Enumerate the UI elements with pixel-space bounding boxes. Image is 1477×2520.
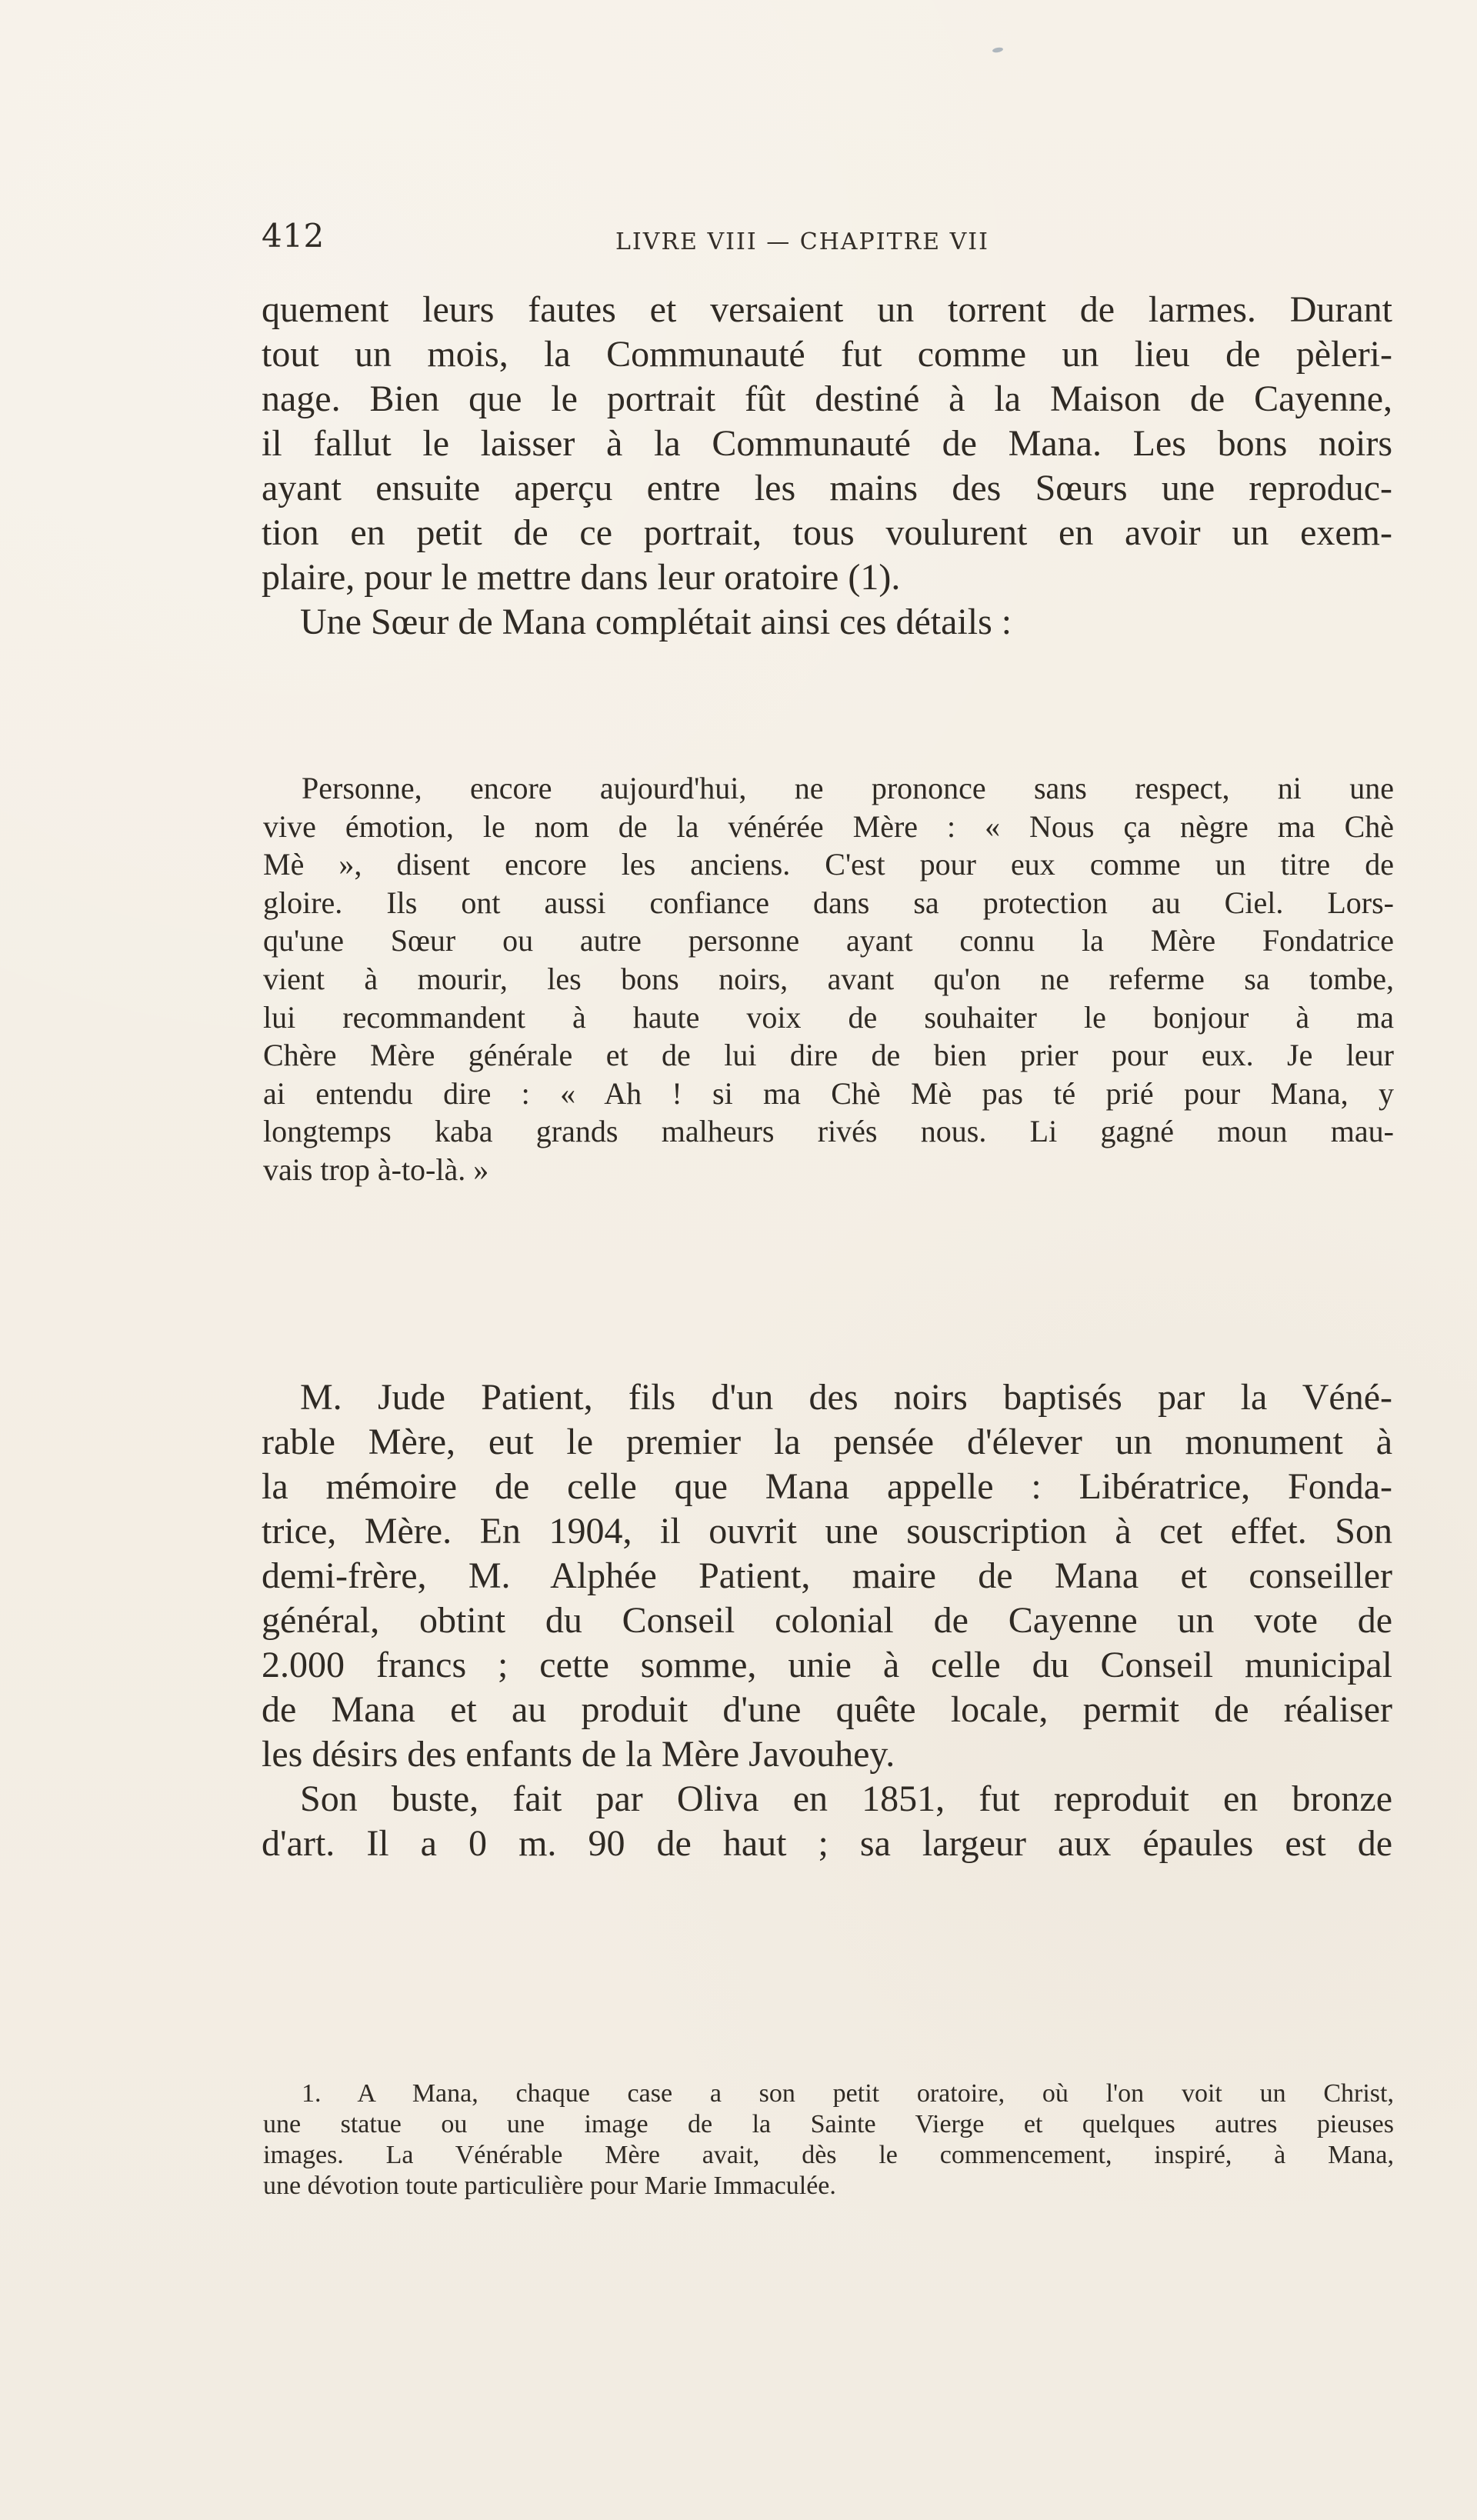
text-line: nage. Bien que le portrait fût destiné à la Maison de Cayenne, [262, 378, 1392, 419]
quote-line: Chère Mère générale et de lui dire de bien prier pour eux. Je leur [263, 1038, 1394, 1073]
quote-block [263, 769, 1394, 1189]
paper-speck [992, 47, 1004, 53]
footnote-line: 1. A Mana, chaque case a son petit oratoire, où l'on voit un Christ, [302, 2079, 1394, 2108]
text-line: général, obtint du Conseil colonial de Cayenne un vote de [262, 1600, 1392, 1641]
running-head: LIVRE VIII — CHAPITRE VII [615, 228, 989, 255]
text-line: rable Mère, eut le premier la pensée d'élever un monument à [262, 1422, 1392, 1462]
footnote-line: images. La Vénérable Mère avait, dès le commencement, inspiré, à Mana, [263, 2141, 1394, 2169]
text-line: plaire, pour le mettre dans leur oratoire (1). [262, 557, 901, 598]
footnote-block [263, 2078, 1394, 2202]
text-line: M. Jude Patient, fils d'un des noirs baptisés par la Véné- [300, 1377, 1392, 1418]
footnote-line: une statue ou une image de la Sainte Vierge et quelques autres pieuses [263, 2110, 1394, 2138]
page-header [262, 217, 1392, 266]
text-line: les désirs des enfants de la Mère Javouhey. [262, 1734, 895, 1775]
quote-line: longtemps kaba grands malheurs rivés nous. Li gagné moun mau- [263, 1114, 1394, 1149]
quote-line: qu'une Sœur ou autre personne ayant connu la Mère Fondatrice [263, 923, 1394, 958]
text-line: la mémoire de celle que Mana appelle : Libératrice, Fonda- [262, 1466, 1392, 1507]
footnote-line: une dévotion toute particulière pour Marie Immaculée. [263, 2172, 836, 2200]
quote-line: gloire. Ils ont aussi confiance dans sa protection au Ciel. Lors- [263, 885, 1394, 920]
main-text-block [262, 288, 1392, 645]
text-line: Son buste, fait par Oliva en 1851, fut reproduit en bronze [300, 1778, 1392, 1819]
main-text-block-2 [262, 1375, 1392, 1866]
text-line: il fallut le laisser à la Communauté de Mana. Les bons noirs [262, 423, 1392, 464]
text-line: tout un mois, la Communauté fut comme un lieu de pèleri- [262, 334, 1392, 375]
text-line: ayant ensuite aperçu entre les mains des Sœurs une reproduc- [262, 468, 1392, 508]
quote-line: vient à mourir, les bons noirs, avant qu'on ne referme sa tombe, [263, 961, 1394, 996]
text-line: 2.000 francs ; cette somme, unie à celle du Conseil municipal [262, 1645, 1392, 1685]
text-line: Une Sœur de Mana complétait ainsi ces détails : [300, 602, 1012, 642]
text-line: quement leurs fautes et versaient un torrent de larmes. Durant [262, 289, 1392, 330]
text-line: tion en petit de ce portrait, tous voulurent en avoir un exem- [262, 512, 1392, 553]
quote-line: lui recommandent à haute voix de souhaiter le bonjour à ma [263, 999, 1394, 1035]
text-line: demi-frère, M. Alphée Patient, maire de Mana et conseiller [262, 1555, 1392, 1596]
quote-line: vive émotion, le nom de la vénérée Mère : « Nous ça nègre ma Chè [263, 808, 1394, 844]
text-line: trice, Mère. En 1904, il ouvrit une souscription à cet effet. Son [262, 1511, 1392, 1552]
page-number: 412 [262, 217, 325, 255]
quote-line: Mè », disent encore les anciens. C'est pour eux comme un titre de [263, 847, 1394, 882]
text-line: d'art. Il a 0 m. 90 de haut ; sa largeur aux épaules est de [262, 1823, 1392, 1864]
text-line: de Mana et au produit d'une quête locale, permit de réaliser [262, 1689, 1392, 1730]
quote-line: vais trop à-to-là. » [263, 1152, 489, 1187]
quote-line: Personne, encore aujourd'hui, ne prononce sans respect, ni une [302, 771, 1394, 805]
quote-line: ai entendu dire : « Ah ! si ma Chè Mè pas té prié pour Mana, y [263, 1075, 1394, 1111]
